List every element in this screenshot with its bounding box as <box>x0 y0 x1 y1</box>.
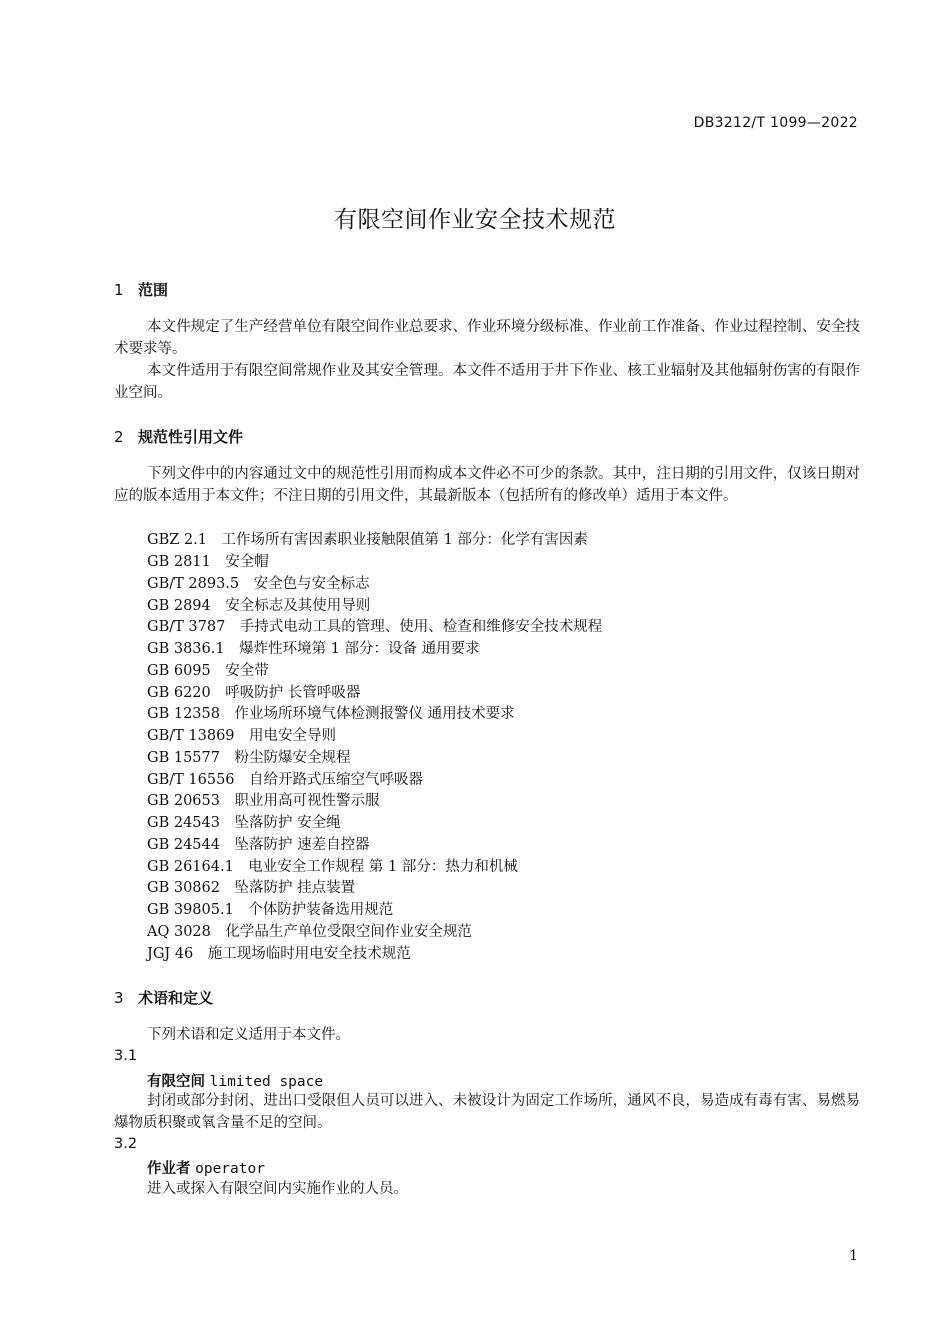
document-code: DB3212/T 1099—2022 <box>693 115 858 131</box>
reference-item: GB 24544 坠落防护 速差自控器 <box>147 837 370 853</box>
section-3-heading <box>114 987 213 1008</box>
reference-item: GB/T 3787 手持式电动工具的管理、使用、检查和维修安全技术规程 <box>147 619 603 635</box>
term-definition: 进入或探入有限空间内实施作业的人员。 <box>147 1181 408 1197</box>
section-title: 规范性引用文件 <box>138 428 244 446</box>
reference-item: AQ 3028 化学品生产单位受限空间作业安全规范 <box>147 924 472 940</box>
term-definition: 封闭或部分封闭、进出口受限但人员可以进入、未被设计为固定工作场所，通风不良，易造成有毒有害、易燃易爆物质积聚或氧含量不足的空间。 <box>114 1093 860 1131</box>
reference-item: GB/T 16556 自给开路式压缩空气呼吸器 <box>147 772 424 788</box>
section-1-paragraph-2: 本文件适用于有限空间常规作业及其安全管理。本文件不适用于井下作业、核工业辐射及其他辐射伤害的有限作业空间。 <box>114 363 860 401</box>
section-1-paragraph-1: 本文件规定了生产经营单位有限空间作业总要求、作业环境分级标准、作业前工作准备、作业过程控制、安全技术要求等。 <box>114 319 860 357</box>
section-title: 范围 <box>138 281 169 299</box>
term-name <box>147 1157 265 1178</box>
section-number: 2 <box>114 428 124 446</box>
reference-item: GB 15577 粉尘防爆安全规程 <box>147 750 351 766</box>
section-title: 术语和定义 <box>138 989 214 1007</box>
reference-item: GB 3836.1 爆炸性环境第 1 部分：设备 通用要求 <box>147 641 480 657</box>
term-name-en: limited space <box>209 1074 324 1090</box>
reference-item: GB 2894 安全标志及其使用导则 <box>147 598 371 614</box>
term-name <box>147 1070 323 1091</box>
term-name-zh: 有限空间 <box>147 1074 205 1090</box>
section-number: 1 <box>114 281 124 299</box>
term-number: 3.2 <box>114 1136 138 1152</box>
reference-item: GB 2811 安全帽 <box>147 554 269 570</box>
reference-item: GB 24543 坠落防护 安全绳 <box>147 815 341 831</box>
reference-item: GB/T 2893.5 安全色与安全标志 <box>147 576 370 592</box>
reference-item: GB/T 13869 用电安全导则 <box>147 728 337 744</box>
reference-item: GB 12358 作业场所环境气体检测报警仪 通用技术要求 <box>147 706 515 722</box>
section-1-heading <box>114 279 168 300</box>
reference-item: GB 6095 安全带 <box>147 663 269 679</box>
reference-item: GB 39805.1 个体防护装备选用规范 <box>147 902 394 918</box>
reference-item: GB 6220 呼吸防护 长管呼吸器 <box>147 685 361 701</box>
term-name-en: operator <box>195 1161 265 1177</box>
reference-item: GB 30862 坠落防护 挂点装置 <box>147 880 356 896</box>
term-name-zh: 作业者 <box>147 1161 191 1177</box>
document-title: 有限空间作业安全技术规范 <box>334 207 616 233</box>
reference-item: JGJ 46 施工现场临时用电安全技术规范 <box>147 946 411 962</box>
page-number: 1 <box>849 1248 858 1264</box>
term-number: 3.1 <box>114 1048 138 1064</box>
section-2-paragraph-1: 下列文件中的内容通过文中的规范性引用而构成本文件必不可少的条款。其中，注日期的引用文件，仅该日期对应的版本适用于本文件；不注日期的引用文件，其最新版本（包括所有的修改单）适用于本文件。 <box>114 466 860 504</box>
section-2-heading <box>114 426 243 447</box>
reference-item: GBZ 2.1 工作场所有害因素职业接触限值第 1 部分：化学有害因素 <box>147 532 588 548</box>
reference-item: GB 26164.1 电业安全工作规程 第 1 部分：热力和机械 <box>147 859 518 875</box>
section-3-intro: 下列术语和定义适用于本文件。 <box>147 1027 350 1043</box>
section-number: 3 <box>114 989 124 1007</box>
reference-item: GB 20653 职业用高可视性警示服 <box>147 793 380 809</box>
